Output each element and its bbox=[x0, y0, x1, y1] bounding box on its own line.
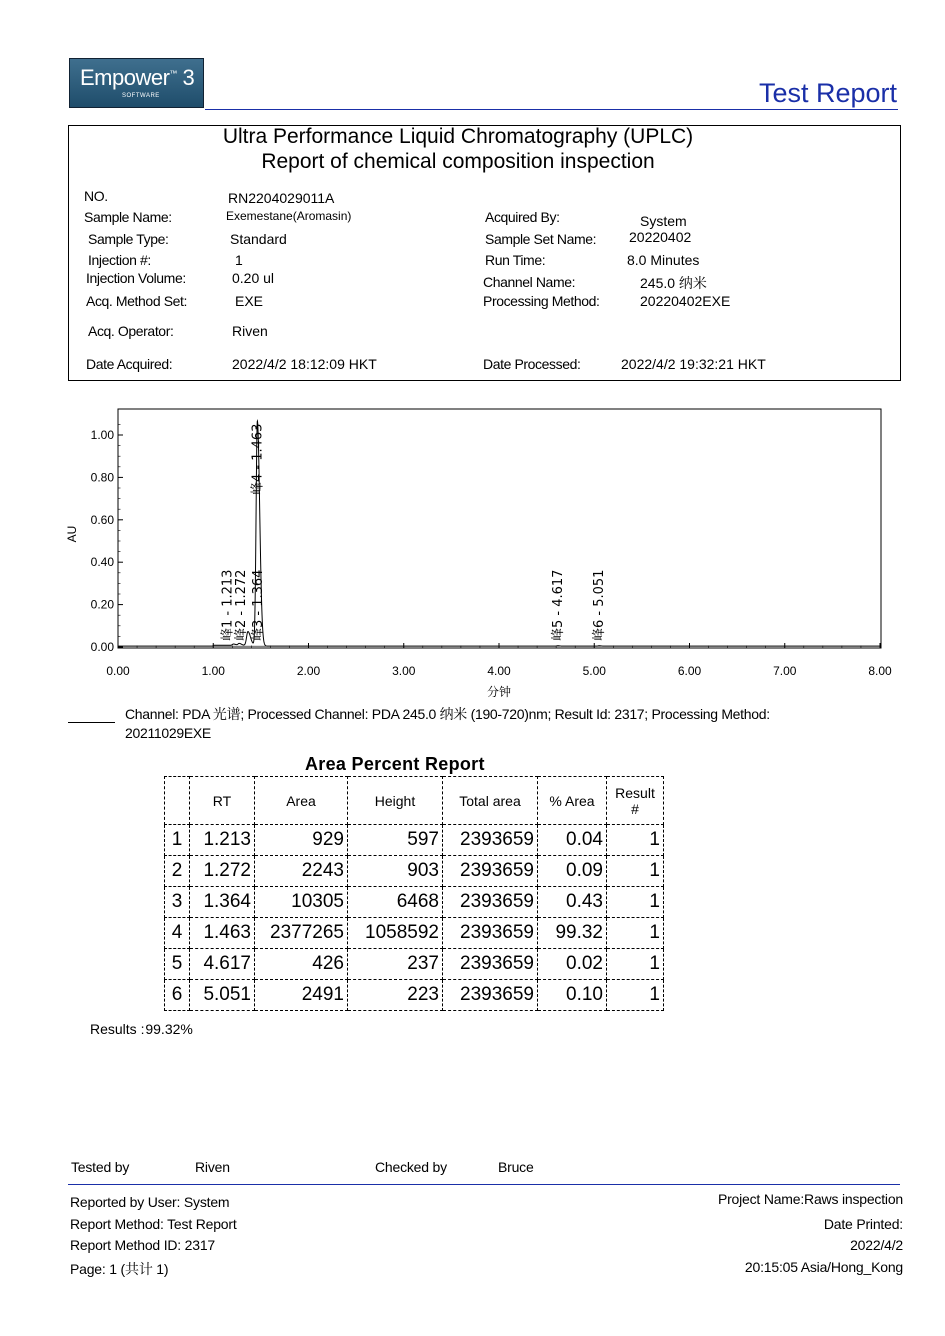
project-name: Project Name:Raws inspection bbox=[717, 1191, 903, 1207]
results-label: Results : bbox=[90, 1021, 145, 1037]
table-row bbox=[165, 887, 664, 918]
table-cell: 1.213 bbox=[190, 825, 255, 856]
channel-note-line2: 20211029EXE bbox=[125, 725, 211, 741]
y-tick-label: 0.20 bbox=[90, 597, 114, 612]
injection-label: Injection #: bbox=[88, 252, 151, 268]
table-cell: 0.43 bbox=[538, 887, 607, 918]
date-processed-value: 2022/4/2 19:32:21 HKT bbox=[621, 356, 766, 372]
area-report-title: Area Percent Report bbox=[305, 754, 485, 774]
checked-by-value: Bruce bbox=[498, 1159, 534, 1175]
acq-method-value: EXE bbox=[235, 293, 264, 309]
column-header: % Area bbox=[538, 777, 607, 825]
date-printed-date: 2022/4/2 bbox=[850, 1237, 903, 1253]
table-cell: 2377265 bbox=[255, 918, 348, 949]
channel-note-line1: Channel: PDA 光谱; Processed Channel: PDA 245.0 纳米 (190-720)nm; Result Id: 2317; Processing Method: bbox=[125, 706, 770, 722]
column-header: Total area bbox=[443, 777, 538, 825]
x-tick-label: 2.00 bbox=[296, 664, 321, 678]
x-tick-label: 0.00 bbox=[106, 664, 130, 678]
table-row bbox=[165, 825, 664, 856]
tested-by-value: Riven bbox=[195, 1159, 230, 1175]
sample-name-label: Sample Name: bbox=[84, 209, 172, 225]
run-time-value: 8.0 Minutes bbox=[627, 252, 700, 268]
processing-method-label: Processing Method: bbox=[483, 293, 600, 309]
table-cell: 929 bbox=[255, 825, 348, 856]
table-cell: 0.09 bbox=[538, 856, 607, 887]
table-cell: 3 bbox=[165, 887, 190, 918]
table-cell: 0.04 bbox=[538, 825, 607, 856]
x-tick-label: 7.00 bbox=[773, 664, 797, 678]
table-cell: 4 bbox=[165, 918, 190, 949]
table-cell: 1 bbox=[607, 887, 664, 918]
y-tick-label: 0.00 bbox=[90, 640, 114, 654]
report-method: Report Method: Test Report bbox=[70, 1216, 237, 1232]
x-tick-label: 8.00 bbox=[868, 664, 892, 678]
y-tick-label: 0.60 bbox=[90, 512, 114, 527]
empower-logo: Empower™ 3 SOFTWARE bbox=[69, 58, 204, 108]
x-axis-label: 分钟 bbox=[486, 685, 512, 699]
table-cell: 6468 bbox=[348, 887, 443, 918]
reported-by: Reported by User: System bbox=[70, 1194, 230, 1210]
column-header: Height bbox=[348, 777, 443, 825]
table-row bbox=[165, 856, 664, 887]
table-cell: 597 bbox=[348, 825, 443, 856]
report-subtitle: Report of chemical composition inspection bbox=[261, 150, 655, 173]
table-cell: 1 bbox=[607, 980, 664, 1011]
table-cell: 1 bbox=[165, 825, 190, 856]
table-cell: 237 bbox=[348, 949, 443, 980]
sample-type-label: Sample Type: bbox=[88, 231, 169, 247]
x-tick-label: 1.00 bbox=[201, 664, 225, 678]
table-cell: 1058592 bbox=[348, 918, 443, 949]
channel-name-value: 245.0 纳米 bbox=[640, 275, 707, 291]
date-printed-label: Date Printed: bbox=[823, 1216, 903, 1232]
sample-name-value: Exemestane(Aromasin) bbox=[226, 209, 352, 223]
acq-operator-label: Acq. Operator: bbox=[88, 323, 174, 339]
date-printed-time: 20:15:05 Asia/Hong_Kong bbox=[744, 1259, 903, 1275]
table-cell: 223 bbox=[348, 980, 443, 1011]
table-cell: 1 bbox=[607, 856, 664, 887]
report-title: Test Report bbox=[758, 78, 897, 108]
column-header: Area bbox=[255, 777, 348, 825]
acq-method-label: Acq. Method Set: bbox=[86, 293, 187, 309]
peak-label: 峰5 - 4.617 bbox=[550, 569, 566, 641]
acquired-by-label: Acquired By: bbox=[485, 209, 560, 225]
table-cell: 2393659 bbox=[443, 980, 538, 1011]
injection-value: 1 bbox=[235, 252, 243, 268]
no-value: RN2204029011A bbox=[228, 190, 335, 206]
run-time-label: Run Time: bbox=[485, 252, 546, 268]
table-cell: 1.463 bbox=[190, 918, 255, 949]
footer-divider bbox=[68, 1184, 900, 1185]
table-cell: 2491 bbox=[255, 980, 348, 1011]
acq-operator-value: Riven bbox=[232, 323, 268, 339]
table-cell: 2393659 bbox=[443, 918, 538, 949]
report-main-title: Ultra Performance Liquid Chromatography (UPLC) bbox=[222, 125, 694, 148]
table-cell: 426 bbox=[255, 949, 348, 980]
table-cell: 99.32 bbox=[538, 918, 607, 949]
table-cell: 5.051 bbox=[190, 980, 255, 1011]
sample-set-label: Sample Set Name: bbox=[485, 231, 597, 247]
table-cell: 2393659 bbox=[443, 887, 538, 918]
column-header: Result # bbox=[607, 777, 664, 825]
page-number: Page: 1 (共计 1) bbox=[70, 1261, 169, 1277]
peak-label: 峰4 - 1.463 bbox=[250, 423, 266, 495]
checked-by-label: Checked by bbox=[375, 1159, 447, 1175]
table-cell: 1 bbox=[607, 918, 664, 949]
table-cell: 1 bbox=[607, 825, 664, 856]
table-row bbox=[165, 980, 664, 1011]
date-acquired-value: 2022/4/2 18:12:09 HKT bbox=[232, 356, 377, 372]
peak-label: 峰1 - 1.213 bbox=[220, 569, 236, 641]
sample-set-value: 20220402 bbox=[629, 229, 692, 245]
tested-by-label: Tested by bbox=[71, 1159, 130, 1175]
table-cell: 2393659 bbox=[443, 949, 538, 980]
table-cell: 1.364 bbox=[190, 887, 255, 918]
table-cell: 4.617 bbox=[190, 949, 255, 980]
peak-label: 峰6 - 5.051 bbox=[592, 569, 608, 641]
sample-type-value: Standard bbox=[230, 231, 287, 247]
table-cell: 2243 bbox=[255, 856, 348, 887]
acquired-by-value: System bbox=[640, 213, 687, 229]
table-cell: 0.10 bbox=[538, 980, 607, 1011]
results-summary bbox=[90, 1021, 196, 1037]
table-cell: 1.272 bbox=[190, 856, 255, 887]
x-tick-label: 4.00 bbox=[487, 664, 511, 678]
x-tick-label: 3.00 bbox=[392, 664, 416, 678]
y-tick-label: 0.80 bbox=[90, 470, 114, 485]
channel-name-label: Channel Name: bbox=[483, 274, 576, 290]
table-cell: 2393659 bbox=[443, 825, 538, 856]
table-cell: 10305 bbox=[255, 887, 348, 918]
peak-label: 峰2 - 1.272 bbox=[234, 569, 250, 641]
peak-label: 峰3 - 1.364 bbox=[250, 569, 266, 641]
channel-note bbox=[125, 705, 905, 743]
x-tick-label: 5.00 bbox=[582, 664, 606, 678]
date-acquired-label: Date Acquired: bbox=[86, 356, 173, 372]
y-tick-label: 1.00 bbox=[90, 428, 114, 442]
channel-legend-line bbox=[68, 722, 115, 723]
results-value: 99.32% bbox=[145, 1021, 193, 1037]
y-axis-label: AU bbox=[65, 525, 79, 543]
injection-volume-label: Injection Volume: bbox=[86, 270, 186, 286]
area-percent-table bbox=[164, 776, 664, 1011]
table-cell: 0.02 bbox=[538, 949, 607, 980]
date-processed-label: Date Processed: bbox=[483, 356, 581, 372]
table-cell: 5 bbox=[165, 949, 190, 980]
y-tick-label: 0.40 bbox=[90, 555, 114, 570]
table-cell: 1 bbox=[607, 949, 664, 980]
table-cell: 2 bbox=[165, 856, 190, 887]
table-row bbox=[165, 949, 664, 980]
no-label: NO. bbox=[84, 188, 108, 204]
table-cell: 2393659 bbox=[443, 856, 538, 887]
column-header: RT bbox=[190, 777, 255, 825]
table-header-row bbox=[165, 777, 664, 825]
processing-method-value: 20220402EXE bbox=[640, 293, 731, 309]
injection-volume-value: 0.20 ul bbox=[232, 270, 275, 286]
table-cell: 6 bbox=[165, 980, 190, 1011]
report-method-id: Report Method ID: 2317 bbox=[70, 1237, 216, 1253]
table-row bbox=[165, 918, 664, 949]
column-header bbox=[165, 777, 190, 825]
x-tick-label: 6.00 bbox=[677, 664, 702, 678]
table-cell: 903 bbox=[348, 856, 443, 887]
